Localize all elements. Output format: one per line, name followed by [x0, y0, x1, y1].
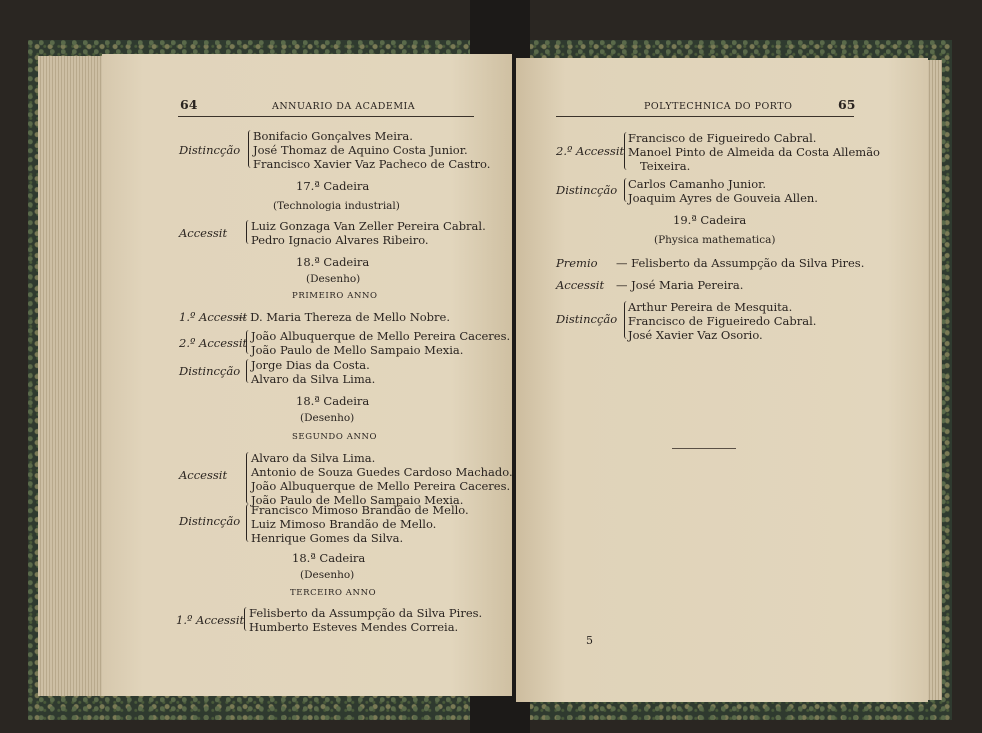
award-label: 1.º Accessit: [176, 613, 245, 627]
award-label: Distincção: [556, 183, 618, 197]
award-label: Premio: [556, 256, 598, 270]
section-title: 18.ª Cadeira: [296, 255, 370, 269]
name-line: Bonifacio Gonçalves Meira.: [253, 129, 413, 143]
end-rule: [672, 448, 736, 449]
section-title: 18.ª Cadeira: [296, 394, 370, 408]
name-line: Alvaro da Silva Lima.: [251, 451, 376, 465]
award-label: 2.º Accessit: [556, 144, 625, 158]
name-line: Pedro Ignacio Alvares Ribeiro.: [251, 233, 429, 247]
award-label: Accessit: [556, 278, 605, 292]
name-line: Francisco Mimoso Brandão de Mello.: [251, 503, 469, 517]
brace: [246, 359, 250, 383]
name-line: Francisco de Figueiredo Cabral.: [628, 314, 817, 328]
name-line: Alvaro da Silva Lima.: [251, 372, 376, 386]
signature-mark: 5: [586, 634, 593, 647]
award-label: 1.º Accessit: [179, 310, 248, 324]
name-line: Humberto Esteves Mendes Correia.: [249, 620, 459, 634]
brace: [246, 330, 250, 354]
name-line: Luiz Mimoso Brandão de Mello.: [251, 517, 437, 531]
award-label: Distincção: [179, 143, 241, 157]
page-number: 64: [180, 97, 198, 112]
award-label: Accessit: [179, 468, 228, 482]
name-line: Felisberto da Assumpção da Silva Pires.: [249, 606, 483, 620]
brace: [248, 130, 252, 168]
section-subtitle: (Desenho): [300, 569, 355, 581]
name-line: — José Maria Pereira.: [616, 278, 744, 292]
name-line: Antonio de Souza Guedes Cardoso Machado.: [251, 465, 513, 479]
header-rule: [556, 116, 854, 117]
name-line: José Thomaz de Aquino Costa Junior.: [253, 143, 468, 157]
section-title: 19.ª Cadeira: [673, 213, 747, 227]
name-line: João Albuquerque de Mello Pereira Caceres.: [251, 479, 511, 493]
year-label: TERCEIRO ANNO: [290, 588, 377, 598]
name-line: Manoel Pinto de Almeida da Costa Allemão: [628, 145, 880, 159]
brace: [246, 220, 250, 244]
year-label: SEGUNDO ANNO: [292, 432, 378, 442]
section-subtitle: (Desenho): [300, 412, 355, 424]
name-line: Joaquim Ayres de Gouveia Allen.: [628, 191, 818, 205]
header-rule: [178, 116, 474, 117]
name-line: — Felisberto da Assumpção da Silva Pires.: [616, 256, 865, 270]
left-page: [102, 54, 512, 696]
section-subtitle: (Desenho): [306, 273, 361, 285]
name-line: Teixeira.: [640, 159, 691, 173]
name-line: Jorge Dias da Costa.: [251, 358, 370, 372]
section-subtitle: (Physica mathematica): [654, 234, 776, 246]
brace: [246, 452, 250, 504]
name-line: — D. Maria Thereza de Mello Nobre.: [235, 310, 450, 324]
section-subtitle: (Technologia industrial): [273, 200, 400, 212]
year-label: PRIMEIRO ANNO: [292, 291, 378, 301]
award-label: Distincção: [179, 514, 241, 528]
right-page: [516, 58, 928, 702]
award-label: Distincção: [179, 364, 241, 378]
running-header: ANNUARIO DA ACADEMIA: [272, 101, 416, 112]
page-number: 65: [838, 97, 856, 112]
name-line: Henrique Gomes da Silva.: [251, 531, 404, 545]
section-title: 17.ª Cadeira: [296, 179, 370, 193]
running-header: POLYTECHNICA DO PORTO: [644, 101, 793, 112]
name-line: Francisco Xavier Vaz Pacheco de Castro.: [253, 157, 491, 171]
award-label: Distincção: [556, 312, 618, 326]
name-line: Arthur Pereira de Mesquita.: [628, 300, 793, 314]
name-line: João Paulo de Mello Sampaio Mexia.: [251, 343, 464, 357]
name-line: Carlos Camanho Junior.: [628, 177, 767, 191]
brace: [246, 504, 250, 542]
name-line: Luiz Gonzaga Van Zeller Pereira Cabral.: [251, 219, 486, 233]
name-line: João Paulo de Mello Sampaio Mexia.: [251, 493, 464, 507]
brace: [244, 607, 248, 631]
page-stack-left: [38, 56, 108, 696]
name-line: João Albuquerque de Mello Pereira Caceres.: [251, 329, 511, 343]
name-line: José Xavier Vaz Osorio.: [628, 328, 763, 342]
name-line: Francisco de Figueiredo Cabral.: [628, 131, 817, 145]
award-label: Accessit: [179, 226, 228, 240]
section-title: 18.ª Cadeira: [292, 551, 366, 565]
award-label: 2.º Accessit: [179, 336, 248, 350]
